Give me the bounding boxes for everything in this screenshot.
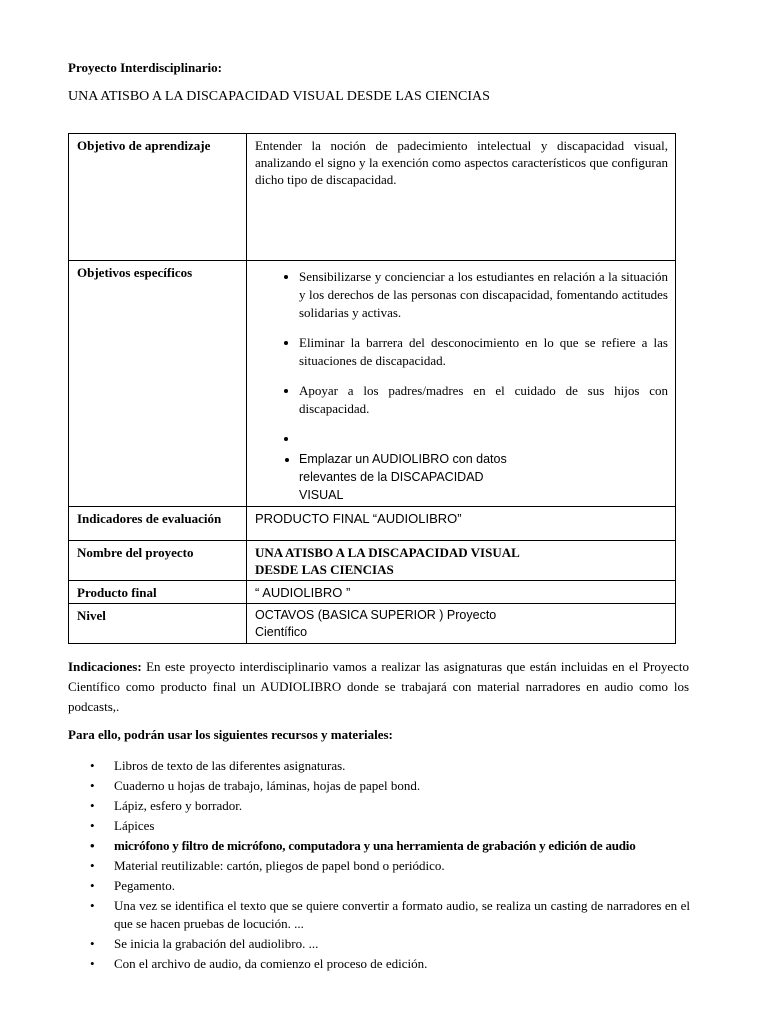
list-item: • Se inicia la grabación del audiolibro. ... xyxy=(90,935,690,953)
producto-final-text: “ AUDIOLIBRO ” xyxy=(247,581,676,604)
indicaciones-text: En este proyecto interdisciplinario vamos a realizar las asignaturas que están incluidas en el Proyecto Científico como producto final un AUDIOLIBRO donde se trabajará con material narradores en audio como los podcasts,. xyxy=(68,659,689,714)
table-row xyxy=(69,604,676,644)
recursos-heading: Para ello, podrán usar los siguientes recursos y materiales: xyxy=(68,727,393,742)
indicadores-label: Indicadores de evaluación xyxy=(69,507,247,541)
indicaciones-paragraph xyxy=(68,657,689,717)
list-item: • Cuaderno u hojas de trabajo, láminas, hojas de papel bond. xyxy=(90,777,690,795)
document-title: UNA ATISBO A LA DISCAPACIDAD VISUAL DESDE LAS CIENCIAS xyxy=(68,89,490,104)
list-item: • Con el archivo de audio, da comienzo el proceso de edición. xyxy=(90,955,690,973)
recursos-list xyxy=(90,757,690,975)
nivel-value xyxy=(247,604,676,644)
document-label: Proyecto Interdisciplinario: xyxy=(68,60,222,75)
list-item xyxy=(299,430,668,448)
objetivo-aprendizaje-text: Entender la noción de padecimiento intelectual y discapacidad visual, analizando el signo y la exención como aspectos característicos que configuran dicho tipo de discapacidad. xyxy=(247,134,676,261)
list-item: • Libros de texto de las diferentes asignaturas. xyxy=(90,757,690,775)
list-item: • Una vez se identifica el texto que se quiere convertir a formato audio, se realiza un casting de narradores en el que se hacen pruebas de locución. ... xyxy=(90,897,690,933)
nivel-line1: OCTAVOS (BASICA SUPERIOR ) Proyecto xyxy=(255,608,497,622)
nombre-proyecto-line2: DESDE LAS CIENCIAS xyxy=(255,562,394,577)
table-row xyxy=(69,261,676,507)
list-item: • Pegamento. xyxy=(90,877,690,895)
table-row xyxy=(69,507,676,541)
table-row xyxy=(69,134,676,261)
project-table xyxy=(68,133,676,644)
indicaciones-label: Indicaciones: xyxy=(68,659,142,674)
nombre-proyecto-label: Nombre del proyecto xyxy=(69,541,247,581)
objetivo-aprendizaje-label: Objetivo de aprendizaje xyxy=(69,134,247,261)
table-row xyxy=(69,541,676,581)
nivel-line2: Científico xyxy=(255,625,308,639)
nivel-label: Nivel xyxy=(69,604,247,644)
objetivos-especificos-cell xyxy=(247,261,676,507)
objetivos-especificos-label: Objetivos específicos xyxy=(69,261,247,507)
list-item: • Sensibilizarse y concienciar a los estudiantes en relación a la situación y los derechos de las personas con discapacidad, fomentando actitudes solidarias y activas. xyxy=(299,268,668,322)
list-item: • Material reutilizable: cartón, pliegos de papel bond o periódico. xyxy=(90,857,690,875)
nombre-proyecto-value xyxy=(247,541,676,581)
list-item: • Emplazar un AUDIOLIBRO con datos relevantes de la DISCAPACIDAD VISUAL xyxy=(299,450,668,504)
list-item: • micrófono y filtro de micrófono, computadora y una herramienta de grabación y edición de audio xyxy=(90,837,690,855)
list-item: • Apoyar a los padres/madres en el cuidado de sus hijos con discapacidad. xyxy=(299,382,668,418)
producto-final-label: Producto final xyxy=(69,581,247,604)
table-row xyxy=(69,581,676,604)
nombre-proyecto-line1: UNA ATISBO A LA DISCAPACIDAD VISUAL xyxy=(255,545,520,560)
list-item: • Lápiz, esfero y borrador. xyxy=(90,797,690,815)
list-item: • Lápices xyxy=(90,817,690,835)
list-item: • Eliminar la barrera del desconocimiento en lo que se refiere a las situaciones de discapacidad. xyxy=(299,334,668,370)
indicadores-text: PRODUCTO FINAL “AUDIOLIBRO” xyxy=(247,507,676,541)
objetivos-especificos-list xyxy=(255,268,668,504)
